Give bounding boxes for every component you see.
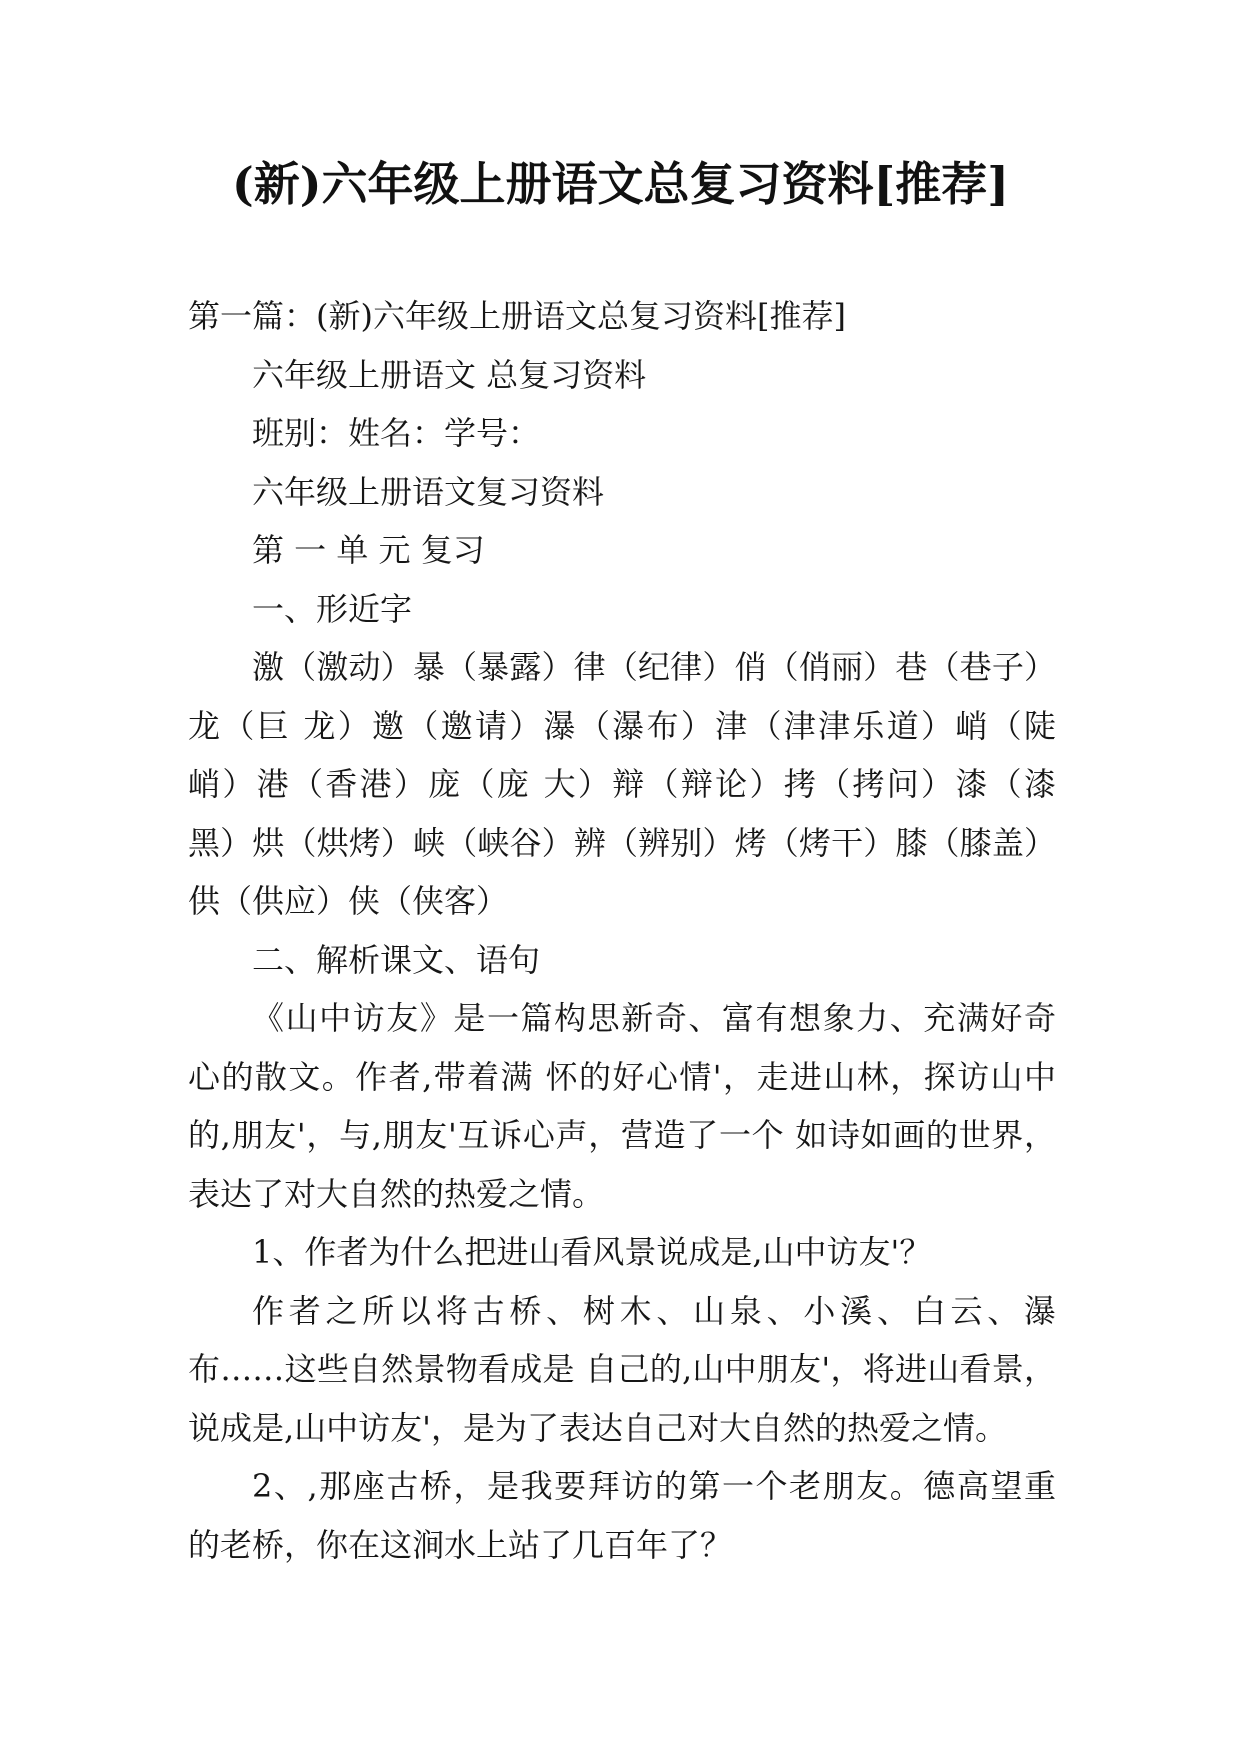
text-analysis-heading [188, 931, 1056, 990]
text-line: 黑）烘（烘烤）峡（峡谷）辨（辨别）烤（烤干）膝（膝盖） [188, 823, 1056, 862]
text-analysis-paragraph [188, 989, 1056, 1223]
unit-heading [188, 521, 1056, 580]
document-title: (新)六年级上册语文总复习资料[推荐] [231, 157, 1010, 211]
part-one-heading [188, 287, 1056, 346]
text-line: 班别：姓名：学号： [252, 414, 541, 452]
document-body [188, 287, 1056, 1574]
text-line: 供（供应）侠（侠客） [188, 882, 509, 920]
student-info-line [188, 404, 1056, 463]
text-line: 六年级上册语文复习资料 [252, 472, 605, 511]
text-line: 峭）港（香港）庞（庞 大）辩（辩论）拷（拷问）漆（漆 [188, 765, 1056, 803]
text-line: 表达了对大自然的热爱之情。 [188, 1174, 605, 1213]
question-2 [188, 1457, 1056, 1574]
text-line: 第一篇：(新)六年级上册语文总复习资料[推荐] [188, 297, 846, 335]
text-line: 六年级上册语文 总复习资料 [252, 355, 647, 394]
text-line: 一、形近字 [252, 589, 413, 628]
text-line: 激（激动）暴（暴露）律（纪律）俏（俏丽）巷（巷子） [252, 648, 1056, 686]
material-subtitle [188, 346, 1056, 405]
similar-characters-heading [188, 580, 1056, 639]
text-line: 《山中访友》是一篇构思新奇、富有想象力、充满好奇 [252, 999, 1056, 1037]
text-line: 1、作者为什么把进山看风景说成是,山中访友'？ [252, 1233, 932, 1271]
text-line: 第 一 单 元 复习 [252, 531, 485, 569]
similar-characters-paragraph [188, 638, 1056, 931]
text-line: 龙（巨 龙）邀（邀请）瀑（瀑布）津（津津乐道）峭（陡 [188, 706, 1056, 745]
text-line: 2、,那座古桥，是我要拜访的第一个老朋友。德高望重 [252, 1467, 1056, 1505]
answer-1 [188, 1282, 1056, 1458]
question-1 [188, 1223, 1056, 1282]
review-material-heading [188, 463, 1056, 522]
text-line: 二、解析课文、语句 [252, 940, 541, 979]
text-line: 说成是,山中访友'，是为了表达自己对大自然的热爱之情。 [188, 1408, 1007, 1447]
text-line: 作者之所以将古桥、树木、山泉、小溪、白云、瀑 [252, 1291, 1056, 1330]
text-line: 心的散文。作者,带着满 怀的好心情'，走进山林，探访山中 [188, 1057, 1056, 1096]
text-line: 布……这些自然景物看成是 自己的,山中朋友'，将进山看景， [188, 1350, 1056, 1388]
text-line: 的,朋友'，与,朋友'互诉心声，营造了一个 如诗如画的世界， [188, 1116, 1056, 1154]
text-line: 的老桥，你在这涧水上站了几百年了？ [188, 1525, 733, 1564]
